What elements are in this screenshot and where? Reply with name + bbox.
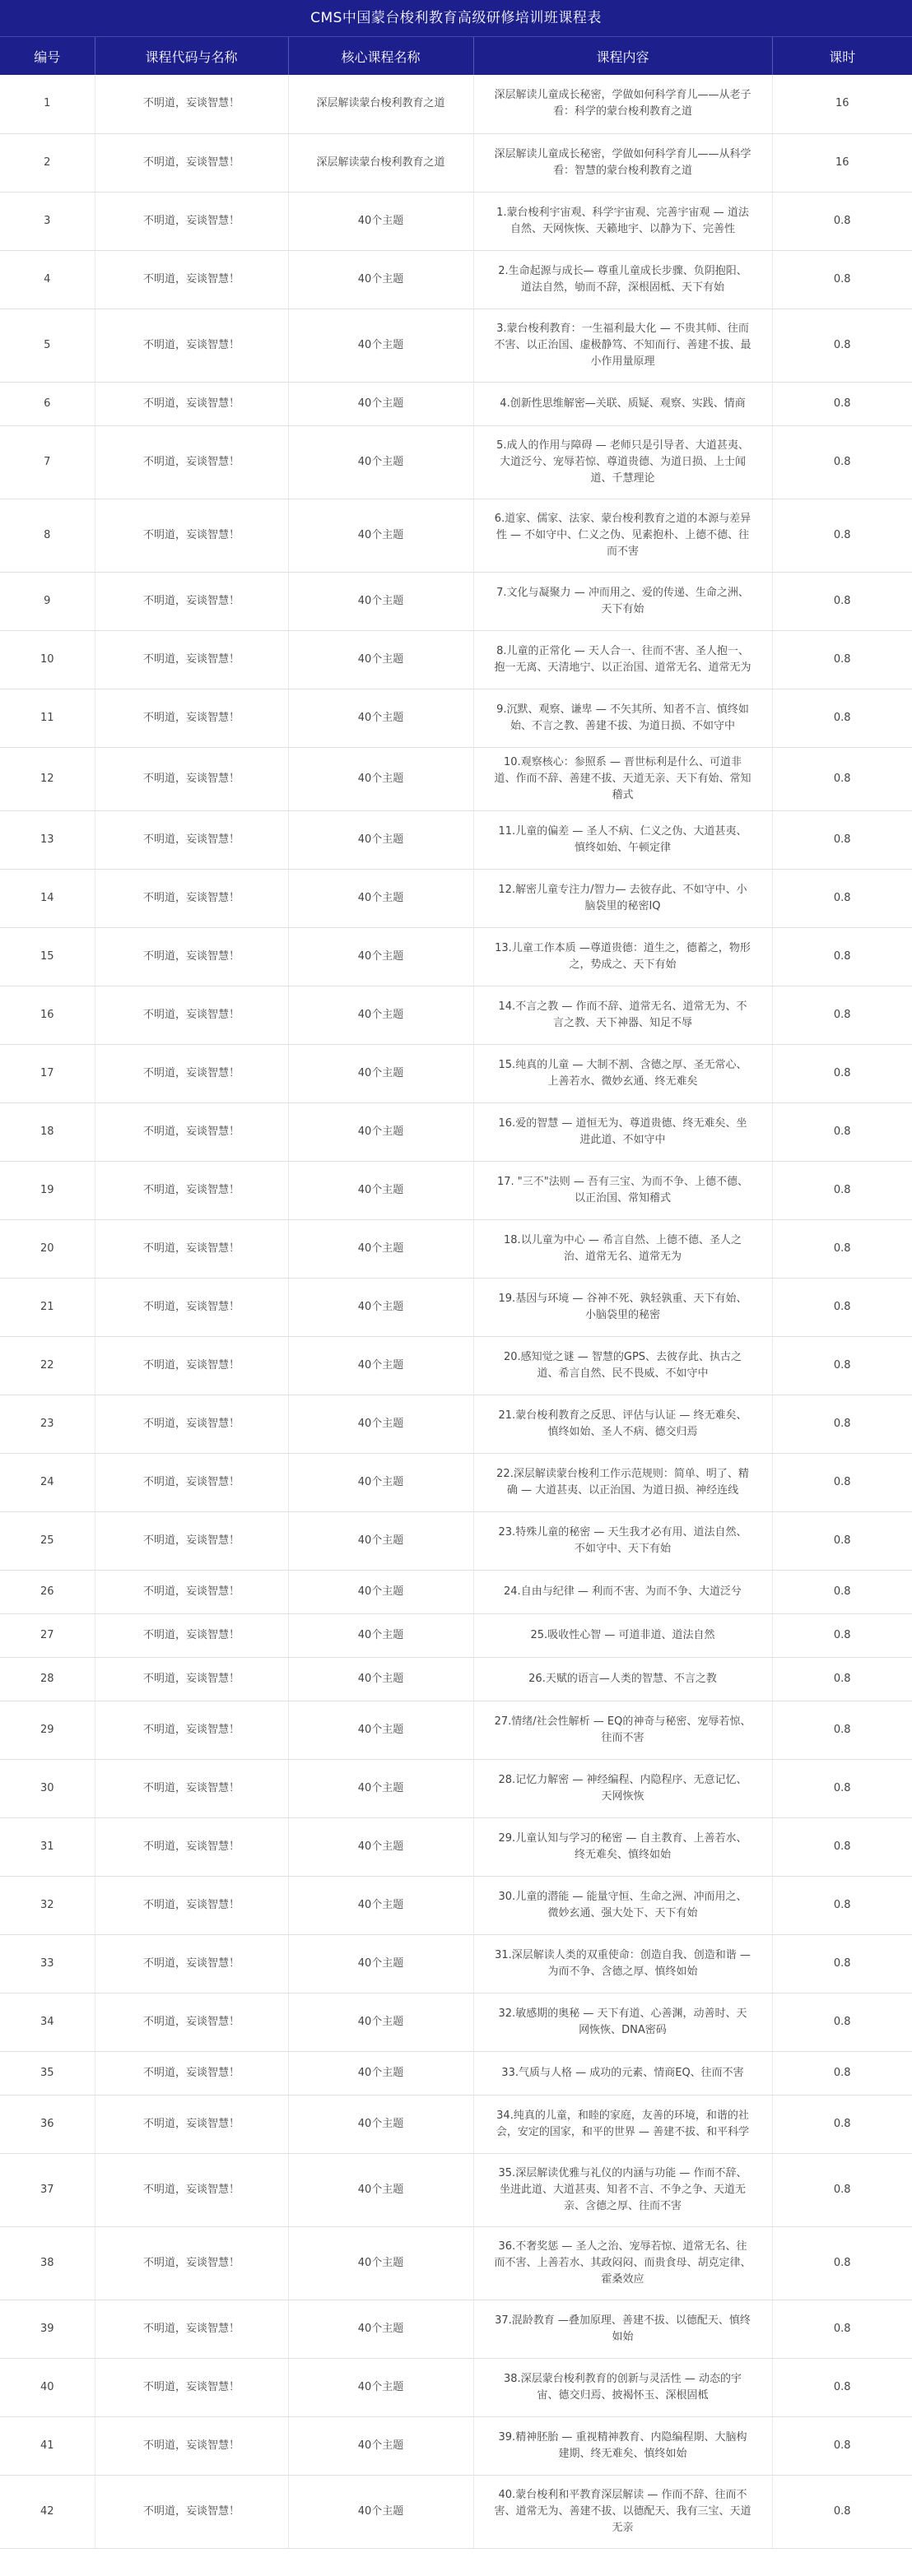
cell-hours: 0.8 (772, 192, 912, 250)
cell-course-code: 不明道，妄谈智慧！ (95, 309, 288, 382)
cell-course-code: 不明道，妄谈智慧！ (95, 2475, 288, 2548)
cell-course-code: 不明道，妄谈智慧！ (95, 1817, 288, 1876)
cell-number: 38 (0, 2226, 95, 2300)
cell-core-course: 40个主题 (288, 499, 473, 572)
cell-hours: 0.8 (772, 1613, 912, 1657)
cell-core-course: 40个主题 (288, 1219, 473, 1278)
cell-number: 36 (0, 2095, 95, 2153)
cell-course-content: 9.沉默、观察、谦卑 — 不矢其所、知者不言、慎终如始、不言之教、善建不拔、为道日损、不如守中 (473, 689, 772, 747)
cell-course-content: 31.深层解读人类的双重使命：创造自我、创造和谐 — 为而不争、含德之厚、慎终如始 (473, 1934, 772, 1993)
cell-course-code: 不明道，妄谈智慧！ (95, 2358, 288, 2416)
table-row (0, 986, 912, 1044)
cell-course-content: 36.不奢奖惩 — 圣人之治、宠辱若惊、道常无名、往而不害、上善若水、其政闷闷、而贵食母、胡克定律、霍桑效应 (473, 2226, 772, 2300)
cell-course-content: 6.道家、儒家、法家、蒙台梭利教育之道的本源与差异性 — 不如守中、仁义之伪、见素抱朴、上德不德、往而不害 (473, 499, 772, 572)
cell-course-content: 12.解密儿童专注力/智力— 去彼存此、不如守中、小脑袋里的秘密IQ (473, 869, 772, 927)
cell-course-content: 11.儿童的偏差 — 圣人不病、仁义之伪、大道甚夷、慎终如始、午顿定律 (473, 810, 772, 869)
cell-number: 31 (0, 1817, 95, 1876)
cell-course-code: 不明道，妄谈智慧！ (95, 2153, 288, 2226)
cell-course-content: 5.成人的作用与障碍 — 老师只是引导者、大道甚夷、大道泛兮、宠辱若惊、尊道贵德、为道日损、上士闻道、千慧理论 (473, 425, 772, 499)
table-row (0, 309, 912, 382)
cell-course-code: 不明道，妄谈智慧！ (95, 250, 288, 309)
cell-hours: 0.8 (772, 630, 912, 689)
table-row (0, 1102, 912, 1161)
cell-hours: 0.8 (772, 2226, 912, 2300)
cell-course-code: 不明道，妄谈智慧！ (95, 425, 288, 499)
cell-core-course: 40个主题 (288, 1044, 473, 1102)
cell-hours: 0.8 (772, 425, 912, 499)
cell-core-course: 40个主题 (288, 1993, 473, 2051)
cell-number: 25 (0, 1511, 95, 1570)
cell-hours: 0.8 (772, 382, 912, 425)
page-title: CMS中国蒙台梭利教育高级研修培训班课程表 (0, 0, 912, 36)
cell-course-code: 不明道，妄谈智慧！ (95, 1336, 288, 1395)
cell-course-code: 不明道，妄谈智慧！ (95, 75, 288, 133)
cell-core-course: 40个主题 (288, 2153, 473, 2226)
cell-core-course: 40个主题 (288, 1934, 473, 1993)
cell-number: 39 (0, 2300, 95, 2358)
table-row (0, 2300, 912, 2358)
cell-hours: 0.8 (772, 1934, 912, 1993)
cell-core-course: 40个主题 (288, 1759, 473, 1817)
cell-hours: 0.8 (772, 1102, 912, 1161)
cell-course-code: 不明道，妄谈智慧！ (95, 2226, 288, 2300)
cell-course-content: 7.文化与凝聚力 — 冲而用之、爱的传递、生命之洲、天下有始 (473, 572, 772, 630)
cell-number: 19 (0, 1161, 95, 1219)
cell-course-code: 不明道，妄谈智慧！ (95, 133, 288, 192)
cell-hours: 0.8 (772, 1044, 912, 1102)
cell-hours: 0.8 (772, 2051, 912, 2095)
table-row (0, 1934, 912, 1993)
cell-number: 2 (0, 133, 95, 192)
cell-course-content: 37.混龄教育 —叠加原理、善建不拔、以德配天、慎终如始 (473, 2300, 772, 2358)
table-row (0, 869, 912, 927)
cell-hours: 0.8 (772, 2358, 912, 2416)
cell-hours: 0.8 (772, 2095, 912, 2153)
cell-core-course: 40个主题 (288, 1336, 473, 1395)
cell-course-code: 不明道，妄谈智慧！ (95, 810, 288, 869)
cell-hours: 0.8 (772, 572, 912, 630)
cell-hours: 0.8 (772, 250, 912, 309)
cell-course-code: 不明道，妄谈智慧！ (95, 1657, 288, 1701)
cell-number: 16 (0, 986, 95, 1044)
cell-number: 6 (0, 382, 95, 425)
cell-core-course: 40个主题 (288, 1102, 473, 1161)
cell-course-content: 13.儿童工作本质 —尊道贵德：道生之，德蓄之，物形之，势成之、天下有始 (473, 927, 772, 986)
cell-core-course: 40个主题 (288, 572, 473, 630)
cell-core-course: 40个主题 (288, 2300, 473, 2358)
table-row (0, 1219, 912, 1278)
cell-core-course: 40个主题 (288, 425, 473, 499)
cell-course-content: 23.特殊儿童的秘密 — 天生我才必有用、道法自然、不如守中、天下有始 (473, 1511, 772, 1570)
cell-course-content: 2.生命起源与成长— 尊重儿童成长步骤、负阴抱阳、道法自然，劬而不辞，深根固柢、天下有始 (473, 250, 772, 309)
table-row (0, 1570, 912, 1613)
cell-course-content: 24.自由与纪律 — 利而不害、为而不争、大道泛兮 (473, 1570, 772, 1613)
cell-course-content: 25.吸收性心智 — 可道非道、道法自然 (473, 1613, 772, 1657)
cell-course-code: 不明道，妄谈智慧！ (95, 499, 288, 572)
table-row (0, 1453, 912, 1511)
cell-hours: 0.8 (772, 747, 912, 810)
cell-course-code: 不明道，妄谈智慧！ (95, 1044, 288, 1102)
cell-hours: 16 (772, 75, 912, 133)
cell-number: 26 (0, 1570, 95, 1613)
cell-course-content: 30.儿童的潜能 — 能量守恒、生命之洲、冲而用之、微妙玄通、强大处下、天下有始 (473, 1876, 772, 1934)
cell-number: 13 (0, 810, 95, 869)
cell-number: 14 (0, 869, 95, 927)
cell-course-content: 34.纯真的儿童，和睦的家庭，友善的环境，和谐的社会，安定的国家，和平的世界 — 善建不拔、和平科学 (473, 2095, 772, 2153)
header-hours: 课时 (772, 37, 912, 76)
cell-core-course: 40个主题 (288, 1278, 473, 1336)
cell-course-content: 28.记忆力解密 — 神经编程、内隐程序、无意记忆、天网恢恢 (473, 1759, 772, 1817)
cell-hours: 0.8 (772, 309, 912, 382)
cell-course-code: 不明道，妄谈智慧！ (95, 1102, 288, 1161)
cell-number: 27 (0, 1613, 95, 1657)
cell-course-content: 26.天赋的语言—人类的智慧、不言之教 (473, 1657, 772, 1701)
cell-core-course: 40个主题 (288, 250, 473, 309)
cell-course-code: 不明道，妄谈智慧！ (95, 2300, 288, 2358)
cell-core-course: 40个主题 (288, 1453, 473, 1511)
cell-course-code: 不明道，妄谈智慧！ (95, 986, 288, 1044)
table-row (0, 75, 912, 133)
table-row (0, 810, 912, 869)
cell-hours: 0.8 (772, 1219, 912, 1278)
cell-number: 10 (0, 630, 95, 689)
cell-hours: 16 (772, 133, 912, 192)
cell-number: 34 (0, 1993, 95, 2051)
cell-number: 33 (0, 1934, 95, 1993)
table-row (0, 630, 912, 689)
table-row (0, 382, 912, 425)
cell-course-code: 不明道，妄谈智慧！ (95, 1570, 288, 1613)
cell-hours: 0.8 (772, 1876, 912, 1934)
cell-core-course: 深层解读蒙台梭利教育之道 (288, 75, 473, 133)
cell-core-course: 40个主题 (288, 309, 473, 382)
table-row (0, 425, 912, 499)
cell-number: 41 (0, 2416, 95, 2475)
cell-number: 20 (0, 1219, 95, 1278)
table-row (0, 2226, 912, 2300)
cell-hours: 0.8 (772, 2416, 912, 2475)
table-row (0, 1993, 912, 2051)
cell-core-course: 40个主题 (288, 2226, 473, 2300)
table-row (0, 2153, 912, 2226)
header-course-content: 课程内容 (473, 37, 772, 76)
cell-course-code: 不明道，妄谈智慧！ (95, 630, 288, 689)
cell-course-code: 不明道，妄谈智慧！ (95, 1613, 288, 1657)
cell-hours: 0.8 (772, 689, 912, 747)
cell-course-code: 不明道，妄谈智慧！ (95, 2416, 288, 2475)
cell-core-course: 40个主题 (288, 1613, 473, 1657)
cell-course-code: 不明道，妄谈智慧！ (95, 1876, 288, 1934)
cell-course-content: 35.深层解读优雅与礼仪的内涵与功能 — 作而不辞、坐进此道、大道甚夷、知者不言、不争之争、天道无亲、含德之厚、往而不害 (473, 2153, 772, 2226)
cell-core-course: 40个主题 (288, 1511, 473, 1570)
cell-core-course: 40个主题 (288, 1161, 473, 1219)
cell-course-code: 不明道，妄谈智慧！ (95, 572, 288, 630)
cell-number: 12 (0, 747, 95, 810)
cell-course-code: 不明道，妄谈智慧！ (95, 2095, 288, 2153)
table-row (0, 2051, 912, 2095)
cell-course-code: 不明道，妄谈智慧！ (95, 1453, 288, 1511)
cell-hours: 0.8 (772, 869, 912, 927)
table-row (0, 1278, 912, 1336)
cell-core-course: 40个主题 (288, 986, 473, 1044)
cell-number: 22 (0, 1336, 95, 1395)
cell-course-code: 不明道，妄谈智慧！ (95, 2051, 288, 2095)
cell-course-code: 不明道，妄谈智慧！ (95, 1993, 288, 2051)
table-row (0, 1395, 912, 1453)
cell-hours: 0.8 (772, 1395, 912, 1453)
cell-hours: 0.8 (772, 810, 912, 869)
cell-hours: 0.8 (772, 2153, 912, 2226)
cell-core-course: 40个主题 (288, 630, 473, 689)
cell-hours: 0.8 (772, 499, 912, 572)
cell-core-course: 40个主题 (288, 2475, 473, 2548)
cell-course-code: 不明道，妄谈智慧！ (95, 1278, 288, 1336)
cell-course-code: 不明道，妄谈智慧！ (95, 1161, 288, 1219)
cell-number: 35 (0, 2051, 95, 2095)
cell-course-content: 17. "三不"法则 — 吾有三宝、为而不争、上德不德、以正治国、常知稽式 (473, 1161, 772, 1219)
cell-hours: 0.8 (772, 1657, 912, 1701)
cell-core-course: 40个主题 (288, 1876, 473, 1934)
table-row (0, 2095, 912, 2153)
cell-course-content: 21.蒙台梭利教育之反思、评估与认证 — 终无难矣、慎终如始、圣人不病、德交归焉 (473, 1395, 772, 1453)
cell-number: 32 (0, 1876, 95, 1934)
cell-number: 17 (0, 1044, 95, 1102)
cell-number: 7 (0, 425, 95, 499)
table-row (0, 2416, 912, 2475)
table-row (0, 2475, 912, 2548)
cell-hours: 0.8 (772, 1453, 912, 1511)
table-row (0, 1657, 912, 1701)
cell-course-content: 20.感知觉之谜 — 智慧的GPS、去彼存此、执古之道、希言自然、民不畏威、不如守中 (473, 1336, 772, 1395)
table-row (0, 1613, 912, 1657)
cell-course-code: 不明道，妄谈智慧！ (95, 1395, 288, 1453)
table-row (0, 747, 912, 810)
cell-core-course: 40个主题 (288, 382, 473, 425)
cell-number: 29 (0, 1701, 95, 1759)
cell-number: 5 (0, 309, 95, 382)
cell-core-course: 深层解读蒙台梭利教育之道 (288, 133, 473, 192)
table-row (0, 1336, 912, 1395)
cell-hours: 0.8 (772, 1817, 912, 1876)
cell-number: 18 (0, 1102, 95, 1161)
cell-course-content: 22.深层解读蒙台梭利工作示范规则：简单、明了、精确 — 大道甚夷、以正治国、为道日损、神经连线 (473, 1453, 772, 1511)
table-row (0, 2358, 912, 2416)
cell-course-code: 不明道，妄谈智慧！ (95, 1219, 288, 1278)
cell-course-code: 不明道，妄谈智慧！ (95, 1759, 288, 1817)
cell-hours: 0.8 (772, 927, 912, 986)
table-row (0, 1817, 912, 1876)
cell-course-content: 38.深层蒙台梭利教育的创新与灵活性 — 动态的宇宙、德交归焉、披褐怀玉、深根固柢 (473, 2358, 772, 2416)
cell-hours: 0.8 (772, 1161, 912, 1219)
cell-core-course: 40个主题 (288, 2416, 473, 2475)
cell-course-content: 10.观察核心：参照系 — 晋世标利是什么、可道非道、作而不辞、善建不拔、天道无亲、天下有始、常知稽式 (473, 747, 772, 810)
cell-core-course: 40个主题 (288, 927, 473, 986)
cell-hours: 0.8 (772, 2475, 912, 2548)
cell-number: 4 (0, 250, 95, 309)
cell-course-content: 8.儿童的正常化 — 天人合一、往而不害、圣人抱一、抱一无离、天清地宁、以正治国、道常无名、道常无为 (473, 630, 772, 689)
cell-course-content: 4.创新性思维解密—关联、质疑、观察、实践、情商 (473, 382, 772, 425)
cell-number: 21 (0, 1278, 95, 1336)
cell-course-code: 不明道，妄谈智慧！ (95, 689, 288, 747)
cell-core-course: 40个主题 (288, 810, 473, 869)
cell-course-content: 3.蒙台梭利教育：一生福利最大化 — 不贵其师、往而不害、以正治国、虚极静笃、不知而行、善建不拔、最小作用量原理 (473, 309, 772, 382)
table-header-row (0, 37, 912, 76)
cell-core-course: 40个主题 (288, 869, 473, 927)
cell-number: 42 (0, 2475, 95, 2548)
cell-core-course: 40个主题 (288, 192, 473, 250)
header-course-code: 课程代码与名称 (95, 37, 288, 76)
cell-core-course: 40个主题 (288, 1817, 473, 1876)
cell-number: 11 (0, 689, 95, 747)
header-number: 编号 (0, 37, 95, 76)
cell-course-content: 32.敏感期的奥秘 — 天下有道、心善渊，动善时、天网恢恢、DNA密码 (473, 1993, 772, 2051)
cell-course-content: 16.爱的智慧 — 道恒无为、尊道贵德、终无难矣、坐进此道、不如守中 (473, 1102, 772, 1161)
cell-hours: 0.8 (772, 986, 912, 1044)
cell-hours: 0.8 (772, 1511, 912, 1570)
cell-number: 15 (0, 927, 95, 986)
cell-number: 9 (0, 572, 95, 630)
cell-course-content: 33.气质与人格 — 成功的元素、情商EQ、往而不害 (473, 2051, 772, 2095)
cell-hours: 0.8 (772, 1570, 912, 1613)
cell-core-course: 40个主题 (288, 689, 473, 747)
table-row (0, 192, 912, 250)
table-body (0, 75, 912, 2548)
table-row (0, 250, 912, 309)
cell-course-content: 40.蒙台梭利和平教育深层解读 — 作而不辞、往而不害、道常无为、善建不拔、以德配天、我有三宝、天道无亲 (473, 2475, 772, 2548)
cell-hours: 0.8 (772, 1759, 912, 1817)
cell-course-content: 深层解读儿童成长秘密，学做如何科学育儿——从科学看：智慧的蒙台梭利教育之道 (473, 133, 772, 192)
cell-core-course: 40个主题 (288, 1395, 473, 1453)
cell-number: 1 (0, 75, 95, 133)
table-row (0, 499, 912, 572)
cell-number: 28 (0, 1657, 95, 1701)
cell-course-code: 不明道，妄谈智慧！ (95, 869, 288, 927)
table-row (0, 1044, 912, 1102)
table-row (0, 1759, 912, 1817)
cell-hours: 0.8 (772, 1993, 912, 2051)
cell-number: 23 (0, 1395, 95, 1453)
cell-course-content: 深层解读儿童成长秘密，学做如何科学育儿——从老子看：科学的蒙台梭利教育之道 (473, 75, 772, 133)
cell-number: 30 (0, 1759, 95, 1817)
table-row (0, 927, 912, 986)
table-row (0, 1701, 912, 1759)
cell-number: 37 (0, 2153, 95, 2226)
table-row (0, 689, 912, 747)
cell-core-course: 40个主题 (288, 1701, 473, 1759)
cell-course-content: 14.不言之教 — 作而不辞、道常无名、道常无为、不言之教、天下神器、知足不辱 (473, 986, 772, 1044)
cell-course-content: 1.蒙台梭利宇宙观、科学宇宙观、完善宇宙观 — 道法自然、天网恢恢、天籁地宇、以静为下、完善性 (473, 192, 772, 250)
table-row (0, 1511, 912, 1570)
cell-course-code: 不明道，妄谈智慧！ (95, 1934, 288, 1993)
cell-hours: 0.8 (772, 2300, 912, 2358)
table-row (0, 1161, 912, 1219)
table-row (0, 572, 912, 630)
cell-core-course: 40个主题 (288, 1657, 473, 1701)
cell-number: 3 (0, 192, 95, 250)
cell-course-code: 不明道，妄谈智慧！ (95, 1701, 288, 1759)
cell-course-content: 27.情绪/社会性解析 — EQ的神奇与秘密、宠辱若惊、往而不害 (473, 1701, 772, 1759)
cell-course-content: 15.纯真的儿童 — 大制不割、含德之厚、圣无常心、上善若水、微妙玄通、终无难矣 (473, 1044, 772, 1102)
course-table (0, 36, 912, 2549)
cell-number: 40 (0, 2358, 95, 2416)
table-row (0, 1876, 912, 1934)
cell-number: 24 (0, 1453, 95, 1511)
cell-course-content: 19.基因与环境 — 谷神不死、孰轻孰重、天下有始、小脑袋里的秘密 (473, 1278, 772, 1336)
cell-course-content: 39.精神胚胎 — 重视精神教育、内隐编程期、大脑构建期、终无难矣、慎终如始 (473, 2416, 772, 2475)
cell-hours: 0.8 (772, 1701, 912, 1759)
cell-hours: 0.8 (772, 1278, 912, 1336)
cell-course-code: 不明道，妄谈智慧！ (95, 747, 288, 810)
cell-core-course: 40个主题 (288, 747, 473, 810)
table-row (0, 133, 912, 192)
cell-core-course: 40个主题 (288, 2095, 473, 2153)
cell-core-course: 40个主题 (288, 2051, 473, 2095)
cell-course-code: 不明道，妄谈智慧！ (95, 1511, 288, 1570)
cell-hours: 0.8 (772, 1336, 912, 1395)
cell-course-content: 29.儿童认知与学习的秘密 — 自主教育、上善若水、终无难矣、慎终如始 (473, 1817, 772, 1876)
cell-course-code: 不明道，妄谈智慧！ (95, 382, 288, 425)
header-core-course: 核心课程名称 (288, 37, 473, 76)
cell-core-course: 40个主题 (288, 1570, 473, 1613)
cell-core-course: 40个主题 (288, 2358, 473, 2416)
cell-course-content: 18.以儿童为中心 — 希言自然、上德不德、圣人之治、道常无名、道常无为 (473, 1219, 772, 1278)
cell-course-code: 不明道，妄谈智慧！ (95, 192, 288, 250)
cell-number: 8 (0, 499, 95, 572)
cell-course-code: 不明道，妄谈智慧！ (95, 927, 288, 986)
